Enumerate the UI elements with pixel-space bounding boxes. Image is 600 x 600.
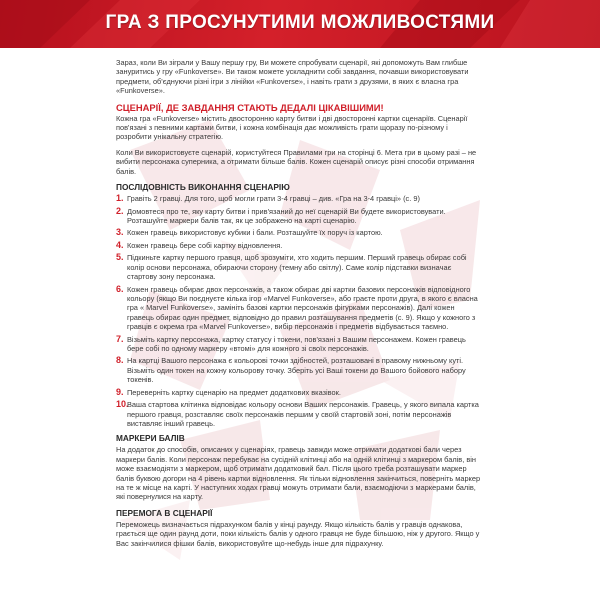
step-item [116, 194, 481, 204]
step-number: 8. [116, 355, 124, 366]
scenario-heading: СЦЕНАРІЇ, ДЕ ЗАВДАННЯ СТАЮТЬ ДЕДАЛІ ЦІКАВІШИМИ! [116, 101, 384, 113]
step-item [116, 207, 481, 226]
step-item [116, 356, 481, 384]
title-banner [0, 0, 600, 48]
victory-paragraph: Переможець визначається підрахунком балів у кінці раунду. Якщо кількість балів у гравців однакова, грається ще один раунд доти, поки кількість балів у одного гравця не буде більшою, ніж у другого. Якщо у Вас закінчилися фішки балів, використовуйте що-небудь інше для підрахунку. [116, 519, 480, 548]
step-item [116, 400, 481, 428]
step-number: 7. [116, 333, 124, 344]
step-text: Кожен гравець обирає двох персонажів, а також обирає дві картки базових персонажів відповідного кольору (якщо Ви поєднуєте кілька ігор «Marvel Funkoverse», або граєте проти друга, в якого є власна гра « Marvel Funkoverse», замініть базові картки персонажів фігурками персонажів). Далі кожен гравець обирає один предмет, відповідно до правил розташування предметів (с. 9). Якщо у кожного з гравців є окрема гра «Marvel Funkoverse», вибір персонажів і предметів відбувається таємно. [127, 284, 478, 332]
step-item [116, 241, 481, 251]
step-text: Кожен гравець бере собі картку відновлення. [127, 240, 283, 250]
intro-paragraph: Зараз, коли Ви зіграли у Вашу першу гру, Ви можете спробувати сценарії, які допоможуть Вам глибше зануритись у гру «Funkoverse». Ви також можете ускладнити собі завдання, почавши використовувати предмети, об'єднуючи різні ігри з лінійки «Funkoverse», і навіть грати з друзями, в яких є власна гра «Funkoverse». [116, 58, 469, 96]
step-number: 10. [116, 399, 129, 410]
step-number: 4. [116, 239, 124, 250]
step-text: На картці Вашого персонажа є кольорові точки здібностей, розташовані в правому нижньому куті. Візьміть один токен на кожну кольорову точку. Зберіть усі Ваші токени до Вашого бойового набору токенів. [127, 356, 466, 385]
step-text: Підкиньте картку першого гравця, щоб зрозуміти, хто ходить першим. Перший гравець обирає собі колір основи персонажа, обираючи сторону (темну або світлу). Саме колір підставки визначає стартову зону персонажа. [127, 253, 467, 282]
step-item [116, 228, 481, 238]
sequence-heading: ПОСЛІДОВНІСТЬ ВИКОНАННЯ СЦЕНАРІЮ [116, 182, 290, 193]
step-text: Переверніть картку сценарію на предмет додаткових вказівок. [127, 387, 341, 397]
step-text: Кожен гравець використовує кубики і бали. Розташуйте їх поруч із картою. [127, 228, 383, 238]
step-number: 5. [116, 252, 124, 263]
step-item [116, 253, 481, 281]
markers-paragraph: На додаток до способів, описаних у сценаріях, гравець завжди може отримати додаткові бали через маркери балів. Коли персонаж перебуває на сусідній клітинці або на одній клітинці з маркером балів, він може взаємодіяти з маркером, щоб отримати додатковий бал. Після цього треба розташувати маркер балів буквою догори на 4 рівень картки відновлення. Як тільки відновлення закінчиться, поверніть маркер на те ж місце на карті. У наступних ходах гравці можуть отримати бали, взаємодіючи з маркерами балів, які повернулися на карту. [116, 445, 481, 502]
scenario-paragraph: Кожна гра «Funkoverse» містить двосторонню карту битви і дві двосторонні картки сценаріїв. Сценарії пов'язані з певними картами битви, і кожна комбінація дає можливість грати щоразу по-різному і розробити унікальну стратегію. [116, 113, 468, 142]
step-item [116, 285, 481, 332]
step-number: 1. [116, 193, 124, 204]
victory-heading: ПЕРЕМОГА В СЦЕНАРІЇ [116, 507, 213, 518]
step-number: 9. [116, 386, 124, 397]
step-text: Візьміть картку персонажа, картку статусу і токени, пов'язані з Вашим персонажем. Кожен гравець бере собі по одному маркеру «втомі» для кожного зі своїх персонажів. [127, 334, 466, 354]
step-number: 6. [116, 283, 124, 294]
step-number: 2. [116, 205, 124, 216]
markers-heading: МАРКЕРИ БАЛІВ [116, 433, 185, 444]
step-item [116, 335, 481, 354]
content-column [116, 58, 481, 554]
step-text: Домовтеся про те, яку карту битви і прив'язаний до неї сценарій Ви будете використовувати. Розташуйте маркери балів так, як це зображено на карті сценарію. [127, 206, 446, 225]
step-text: Ваша стартова клітинка відповідає кольору основи Ваших персонажів. Гравець, у якого випала картка першого гравця, розставляє своїх персонажів першим у своїй стартовій зоні, потім персонажів виставляє інший гравець. [127, 400, 479, 428]
page-title: ГРА З ПРОСУНУТИМИ МОЖЛИВОСТЯМИ [105, 12, 495, 33]
step-item [116, 388, 481, 398]
step-text: Гравіть 2 гравці. Для того, щоб могли грати 3-4 гравці – див. «Гра на 3-4 гравці» (с. 9) [127, 194, 420, 204]
step-number: 3. [116, 227, 124, 238]
rules-paragraph: Коли Ви використовуєте сценарій, користуйтеся Правилами гри на сторінці 6. Мета гри в цьому разі – не вибити персонажа суперника, а отримати більше балів. Кожен сценарій описує різні способи отримання балів. [116, 147, 477, 176]
